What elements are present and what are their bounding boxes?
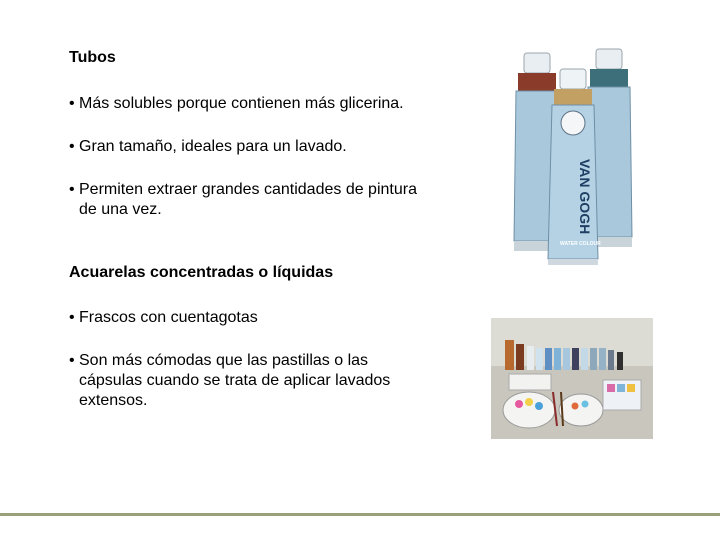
- bullet-item: [69, 308, 258, 328]
- bullet-marker: •: [69, 352, 75, 369]
- bullet-item: [69, 180, 469, 220]
- section-heading-tubos: Tubos: [69, 49, 116, 66]
- bullet-text-continuation: de una vez.: [79, 201, 162, 218]
- bullet-item: [69, 94, 404, 114]
- bullet-text: Más solubles porque contienen más glicerina.: [79, 95, 404, 112]
- bullet-text: Frascos con cuentagotas: [79, 309, 258, 326]
- bullet-text: Gran tamaño, ideales para un lavado.: [79, 138, 347, 155]
- watercolor-tubes-photo: [500, 43, 640, 265]
- bullet-item: [69, 351, 455, 411]
- footer-divider: [0, 513, 720, 516]
- bullet-marker: •: [69, 309, 75, 326]
- bullet-marker: •: [69, 95, 75, 112]
- bullet-text-continuation: cápsulas cuando se trata de aplicar lavados: [79, 372, 391, 389]
- liquid-watercolors-photo: [491, 318, 653, 439]
- bullet-text: Son más cómodas que las pastillas o las: [79, 352, 369, 369]
- label-text: WATER COLOUR: [560, 241, 601, 247]
- brand-text: VAN GOGH: [577, 159, 593, 235]
- bullet-marker: •: [69, 181, 75, 198]
- bullet-text: Permiten extraer grandes cantidades de pintura: [79, 181, 417, 198]
- bullet-text-continuation: extensos.: [79, 392, 148, 409]
- bullet-item: [69, 137, 347, 157]
- bullet-marker: •: [69, 138, 75, 155]
- section-heading-acuarelas: Acuarelas concentradas o líquidas: [69, 264, 334, 281]
